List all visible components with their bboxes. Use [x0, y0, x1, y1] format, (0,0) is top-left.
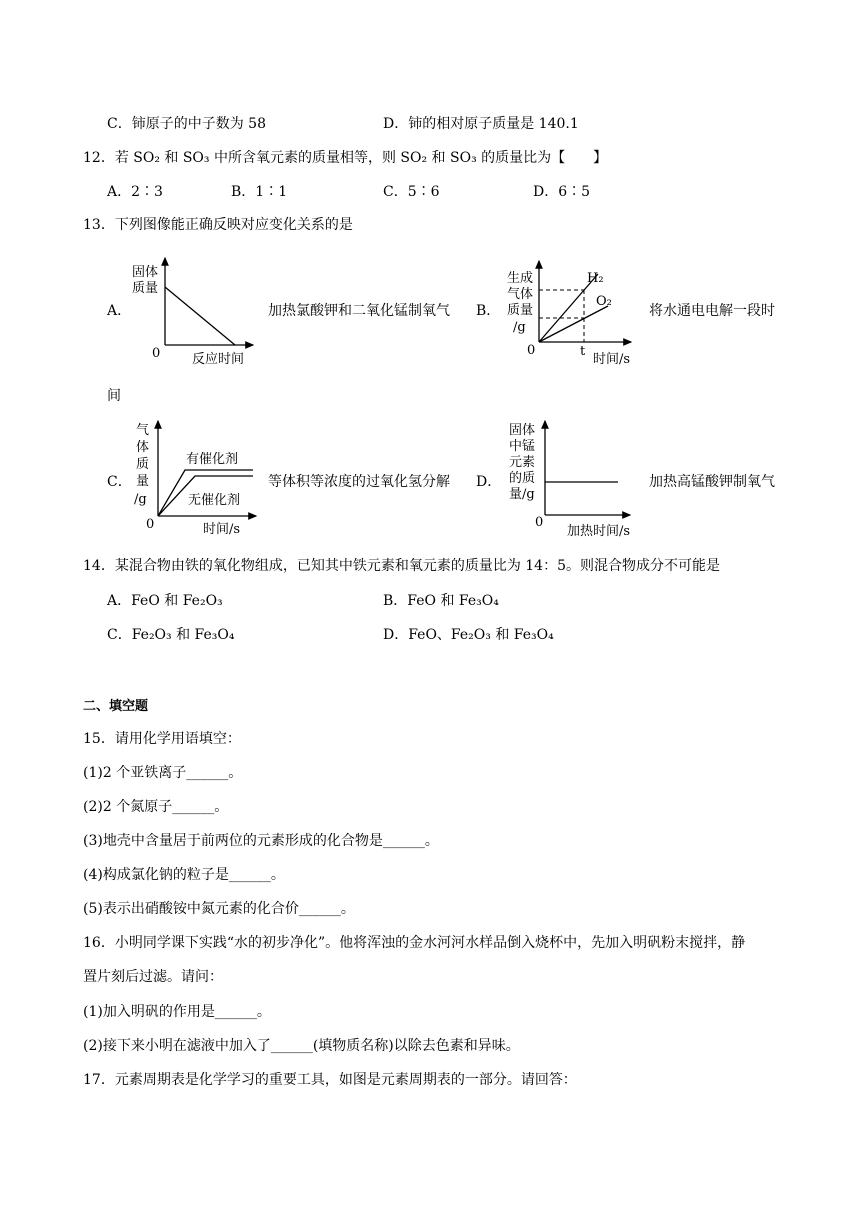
graph-d-ylabel-3: 元素 — [509, 455, 536, 470]
q13-option-b-letter: B． — [476, 303, 501, 319]
q13-option-c-desc: 等体积等浓度的过氧化氢分解 — [268, 474, 450, 490]
q13-option-d-letter: D． — [476, 474, 502, 490]
q14-option-a: A．FeO 和 Fe₂O₃ — [107, 593, 223, 609]
graph-d-ylabel: 固体 — [509, 423, 536, 438]
graph-c-ylabel-3: 质 — [136, 457, 150, 472]
q13-graph-b — [503, 258, 643, 370]
q16-item: (1)加入明矾的作用是______。 — [83, 1004, 271, 1020]
q15-stem: 15．请用化学用语填空： — [83, 731, 241, 747]
q14-option-b: B．FeO 和 Fe₃O₄ — [383, 593, 499, 609]
graph-d-ylabel-2: 中锰 — [509, 439, 536, 454]
q13-option-d-desc: 加热高锰酸钾制氧气 — [649, 474, 775, 490]
q17-stem: 17．元素周期表是化学学习的重要工具，如图是元素周期表的一部分。请回答： — [83, 1072, 577, 1088]
q14-stem: 14．某混合物由铁的氧化物组成，已知其中铁元素和氧元素的质量比为 14：5。则混合物成分不可能是 — [83, 558, 720, 574]
graph-a-origin: 0 — [152, 346, 161, 361]
q13-option-a-letter: A． — [107, 303, 132, 319]
graph-b-ylabel-3: 质量 — [507, 303, 534, 318]
q16-stem-wrap: 置片刻后过滤。请问： — [83, 969, 223, 985]
graph-b-xlabel: 时间/s — [593, 352, 631, 367]
q13-option-b-desc: 将水通电电解一段时 — [649, 303, 775, 319]
graph-d-origin: 0 — [535, 515, 544, 530]
graph-b-line-o2: O₂ — [596, 294, 612, 309]
q15-item: (2)2 个氮原子______。 — [83, 799, 229, 815]
graph-c-line-no-catalyst: 无催化剂 — [188, 493, 241, 508]
graph-d-xlabel: 加热时间/s — [567, 524, 631, 539]
graph-c-ylabel-2: 体 — [136, 440, 150, 455]
graph-b-ylabel-4: /g — [513, 320, 526, 335]
q12-option-c: C．5∶6 — [383, 184, 440, 200]
graph-c-xlabel: 时间/s — [203, 522, 241, 537]
q14-option-c: C．Fe₂O₃ 和 Fe₃O₄ — [107, 627, 235, 643]
graph-c-ylabel-5: /g — [134, 492, 147, 507]
q15-item: (3)地壳中含量居于前两位的元素形成的化合物是______。 — [83, 833, 439, 849]
graph-b-ylabel: 生成 — [507, 271, 534, 286]
graph-b-origin: 0 — [527, 343, 536, 358]
q13-graph-d — [505, 418, 645, 540]
graph-a-xlabel: 反应时间 — [192, 352, 245, 367]
graph-c-line-catalyst: 有催化剂 — [186, 452, 239, 467]
q13-option-c-letter: C． — [107, 474, 132, 490]
q12-option-d: D．6∶5 — [533, 184, 591, 200]
graph-d-ylabel-4: 的质 — [509, 471, 536, 486]
q13-graph-c — [128, 418, 268, 540]
q13-graph-a — [125, 255, 265, 370]
q13-option-a-desc: 加热氯酸钾和二氧化锰制氧气 — [268, 303, 450, 319]
q14-option-d: D．FeO、Fe₂O₃ 和 Fe₃O₄ — [383, 627, 554, 643]
q15-item: (1)2 个亚铁离子______。 — [83, 765, 243, 781]
graph-b-ylabel-2: 气体 — [507, 287, 534, 302]
q13-stem: 13．下列图像能正确反映对应变化关系的是 — [83, 217, 353, 233]
q12-option-b: B．1∶1 — [231, 184, 288, 200]
q11-option-c: C．铈原子的中子数为 58 — [107, 116, 266, 132]
q16-stem: 16．小明同学课下实践“水的初步净化”。他将浑浊的金水河河水样品倒入烧杯中，先加入明矾粉末搅拌，静 — [83, 935, 746, 951]
q13-option-b-desc-wrap: 间 — [107, 388, 121, 404]
graph-c-ylabel-4: 量 — [136, 474, 150, 489]
graph-c-ylabel: 气 — [136, 423, 150, 438]
graph-b-tick-t: t — [580, 344, 586, 359]
graph-c-origin: 0 — [146, 517, 155, 532]
q12-option-a: A．2∶3 — [107, 184, 163, 200]
graph-a-ylabel-2: 质量 — [132, 281, 159, 296]
q15-item: (5)表示出硝酸铵中氮元素的化合价______。 — [83, 901, 355, 917]
q12-stem: 12．若 SO₂ 和 SO₃ 中所含氧元素的质量相等，则 SO₂ 和 SO₃ 的质量比为【 】 — [83, 150, 608, 166]
graph-a-ylabel: 固体 — [132, 265, 159, 280]
graph-b-line-h2: H₂ — [587, 271, 604, 286]
section-title: 二、填空题 — [83, 699, 149, 714]
q11-option-d: D．铈的相对原子质量是 140.1 — [383, 116, 579, 132]
graph-d-ylabel-5: 量/g — [509, 487, 535, 502]
q15-item: (4)构成氯化钠的粒子是______。 — [83, 867, 285, 883]
q16-item: (2)接下来小明在滤液中加入了______(填物质名称)以除去色素和异味。 — [83, 1038, 520, 1054]
